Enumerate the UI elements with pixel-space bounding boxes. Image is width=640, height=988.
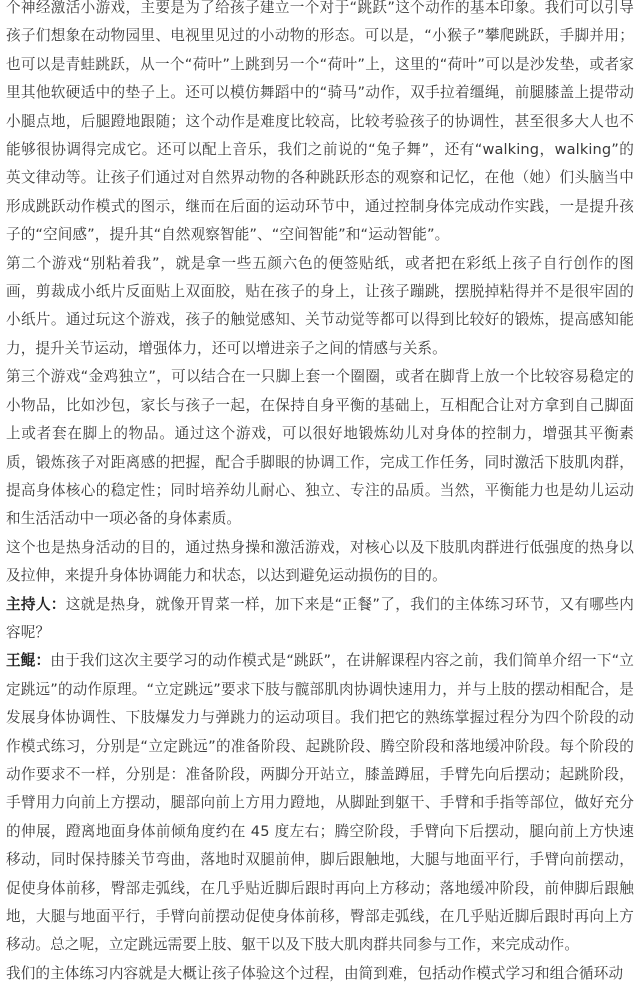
paragraph-warmup-purpose xyxy=(6,534,634,591)
paragraph-warmup-game-1 xyxy=(6,0,634,250)
speaker-label: 王鲲： xyxy=(6,652,51,670)
paragraph-host-question xyxy=(6,591,634,648)
paragraph-text: 这就是热身，就像开胃菜一样，加下来是“正餐”了，我们的主体练习环节，又有哪些内容呢？ xyxy=(6,595,634,641)
paragraph-guest-answer xyxy=(6,647,634,959)
paragraph-text: 我们的主体练习内容就是大概让孩子体验这个过程，由简到难，包括动作模式学习和组合循环动 xyxy=(6,964,624,982)
paragraph-warmup-game-2 xyxy=(6,250,634,364)
paragraph-main-practice xyxy=(6,960,634,988)
paragraph-text: 第二个游戏“别粘着我”，就是拿一些五颜六色的便签贴纸，或者把在彩纸上孩子自行创作的图画，剪裁成小纸片反面贴上双面胶，贴在孩子的身上，让孩子蹦跳，摆脱掉粘得并不是很牢固的小纸片。通过玩这个游戏，孩子的触觉感知、关节动觉等都可以得到比较好的锻炼，提高感知能力，提升关节运动，增强体力，还可以增进亲子之间的情感与关系。 xyxy=(6,254,634,357)
paragraph-warmup-game-3 xyxy=(6,363,634,533)
article-body xyxy=(6,0,634,988)
paragraph-text: 个神经激活小游戏，主要是为了给孩子建立一个对于“跳跃”这个动作的基本印象。我们可以引导孩子们想象在动物园里、电视里见过的小动物的形态。可以是，“小猴子”攀爬跳跃，手脚并用；也可以是青蛙跳跃，从一个“荷叶”上跳到另一个“荷叶”上，这里的“荷叶”可以是沙发垫，或者家里其他软硬适中的垫子上。还可以模仿舞蹈中的“骑马”动作，双手拉着缰绳，前腿膝盖上提带动小腿点地，后腿蹬地跟随；这个动作是难度比较高，比较考验孩子的协调性，甚至很多大人也不能够很协调得完成它。还可以配上音乐，我们之前说的“兔子舞”，还有“walking，walking”的英文律动等。让孩子们通过对自然界动物的各种跳跃形态的观察和记忆，在他（她）们头脑当中形成跳跃动作模式的图示，继而在后面的运动环节中，通过控制身体完成动作实践，一是提升孩子的“空间感”，提升其“自然观察智能”、“空间智能”和“运动智能”。 xyxy=(6,0,634,244)
speaker-label: 主持人： xyxy=(6,595,66,613)
paragraph-text: 第三个游戏“金鸡独立”，可以结合在一只脚上套一个圈圈，或者在脚背上放一个比较容易稳定的小物品，比如沙包，家长与孩子一起，在保持自身平衡的基础上，互相配合让对方拿到自己脚面上或者套在脚上的物品。通过这个游戏，可以很好地锻炼幼儿对身体的控制力，增强其平衡素质，锻炼孩子对距离感的把握，配合手脚眼的协调工作，完成工作任务，同时激活下肢肌肉群，提高身体核心的稳定性；同时培养幼儿耐心、独立、专注的品质。当然，平衡能力也是幼儿运动和生活活动中一项必备的身体素质。 xyxy=(6,368,634,528)
paragraph-text: 这个也是热身活动的目的，通过热身操和激活游戏，对核心以及下肢肌肉群进行低强度的热身以及拉伸，来提升身体协调能力和状态，以达到避免运动损伤的目的。 xyxy=(6,538,634,585)
paragraph-text: 由于我们这次主要学习的动作模式是“跳跃”，在讲解课程内容之前，我们简单介绍一下“立定跳远”的动作原理。“立定跳远”要求下肢与髋部肌肉协调快速用力，并与上肢的摆动相配合，是发展身体协调性、下肢爆发力与弹跳力的运动项目。我们把它的熟练掌握过程分为四个阶段的动作模式练习，分别是“立定跳远”的准备阶段、起跳阶段、腾空阶段和落地缓冲阶段。每个阶段的动作要求不一样，分别是：准备阶段，两脚分开站立，膝盖蹲屈，手臂先向后摆动；起跳阶段，手臂用力向前上方摆动，腿部向前上方用力蹬地，从脚趾到躯干、手臂和手指等部位，做好充分的伸展，蹬离地面身体前倾角度约在 45 度左右；腾空阶段，手臂向下后摆动，腿向前上方快速移动，同时保持膝关节弯曲，落地时双腿前伸，脚后跟触地，大腿与地面平行，手臂向前摆动，促使身体前移，臀部走弧线，在几乎贴近脚后跟时再向上方移动；落地缓冲阶段，前伸脚后跟触地，大腿与地面平行，手臂向前摆动促使身体前移，臀部走弧线，在几乎贴近脚后跟时再向上方移动。总之呢，立定跳远需要上肢、躯干以及下肢大肌肉群共同参与工作，来完成动作。 xyxy=(6,652,634,954)
